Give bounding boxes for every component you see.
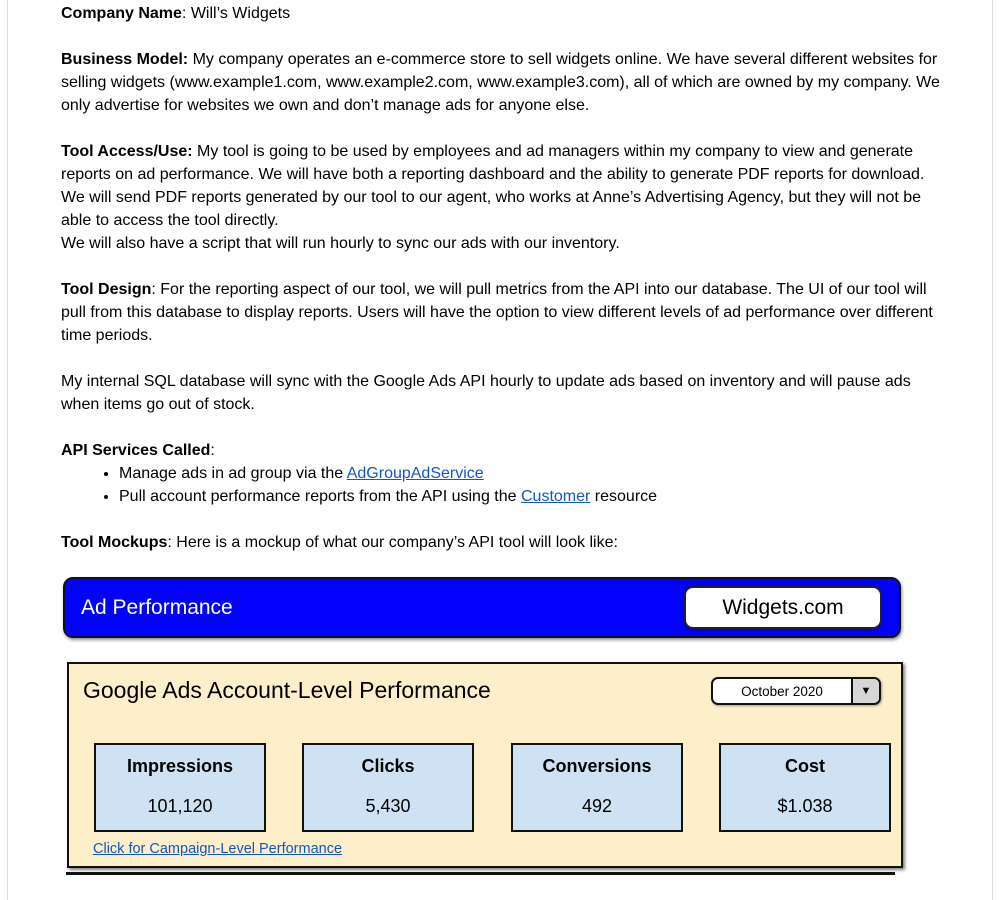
business-model-text: My company operates an e-commerce store to sell widgets online. We have several different websites for selling widgets (www.example1.com, www.example2.com, www.example3.com), all of which are owned by my company. We only advertise for websites we own and don’t manage ads for anyone else. <box>61 51 940 114</box>
paragraph-company-name <box>61 2 941 25</box>
metric-label: Cost <box>785 756 825 776</box>
metric-label: Impressions <box>126 756 234 776</box>
chevron-down-icon[interactable]: ▼ <box>851 679 879 703</box>
adgroupadservice-link[interactable]: AdGroupAdService <box>346 465 484 482</box>
paragraph-business-model <box>61 48 941 117</box>
metric-value: 492 <box>581 796 613 816</box>
tool-access-text-2: We will also have a script that will run hourly to sync our ads with our inventory. <box>61 235 620 252</box>
api-services-colon: : <box>210 442 215 459</box>
metric-value: $1.038 <box>777 796 833 816</box>
bullet-text: Pull account performance reports from the API using the <box>119 488 521 505</box>
api-services-list <box>61 462 941 508</box>
metric-card-clicks <box>302 743 474 832</box>
list-item-adgroupadservice <box>119 462 941 485</box>
app-title: Ad Performance <box>81 595 233 619</box>
campaign-level-link[interactable]: Click for Campaign-Level Performance <box>93 841 343 857</box>
tool-access-label: Tool Access/Use: <box>61 143 193 160</box>
metric-value: 5,430 <box>365 796 411 816</box>
tool-design-text: : For the reporting aspect of our tool, we will pull metrics from the API into our database. The UI of our tool will pull from this database to display reports. Users will have the option to view different levels of ad performance over different time periods. <box>61 281 933 344</box>
site-button[interactable]: Widgets.com <box>684 586 882 629</box>
bullet-text: Manage ads in ad group via the <box>119 465 347 482</box>
tool-design-label: Tool Design <box>61 281 152 298</box>
metric-card-impressions <box>94 743 266 832</box>
month-dropdown-value: October 2020 <box>741 683 823 699</box>
metric-label: Clicks <box>361 756 415 776</box>
tool-mockups-label: Tool Mockups <box>61 534 168 551</box>
company-name-value: : Will’s Widgets <box>181 5 291 22</box>
tool-mockup <box>61 577 941 875</box>
company-name-label: Company Name <box>61 5 182 22</box>
account-performance-panel <box>67 662 903 868</box>
sql-note-text: My internal SQL database will sync with the Google Ads API hourly to update ads based on inventory and will pause ads when items go out of stock. <box>61 373 911 413</box>
panel-title: Google Ads Account-Level Performance <box>83 677 491 703</box>
metric-label: Conversions <box>542 756 652 776</box>
paragraph-tool-mockups <box>61 531 941 554</box>
tool-access-text: My tool is going to be used by employees and ad managers within my company to view and generate reports on ad performance. We will have both a reporting dashboard and the ability to generate PDF reports for download. We will send PDF reports generated by our tool to our agent, who works at Anne’s Advertising Agency, but they will not be able to access the tool directly. <box>61 143 925 229</box>
document-page <box>7 0 993 900</box>
metric-value: 101,120 <box>147 796 213 816</box>
mockup-app-header <box>63 577 901 638</box>
api-services-label: API Services Called <box>61 442 211 459</box>
bullet-text-post: resource <box>590 488 658 505</box>
customer-link[interactable]: Customer <box>520 488 591 505</box>
paragraph-tool-design <box>61 278 941 347</box>
metric-card-conversions <box>511 743 683 832</box>
paragraph-tool-access <box>61 140 941 255</box>
tool-mockups-text: : Here is a mockup of what our company’s API tool will look like: <box>167 534 618 551</box>
document-content <box>61 0 941 875</box>
list-item-customer <box>119 485 941 508</box>
paragraph-api-services-heading <box>61 439 941 462</box>
business-model-label: Business Model: <box>61 51 189 68</box>
month-dropdown[interactable] <box>711 677 881 705</box>
paragraph-sql-note <box>61 370 941 416</box>
next-section-cutoff <box>66 872 895 875</box>
metric-card-cost <box>719 743 891 832</box>
